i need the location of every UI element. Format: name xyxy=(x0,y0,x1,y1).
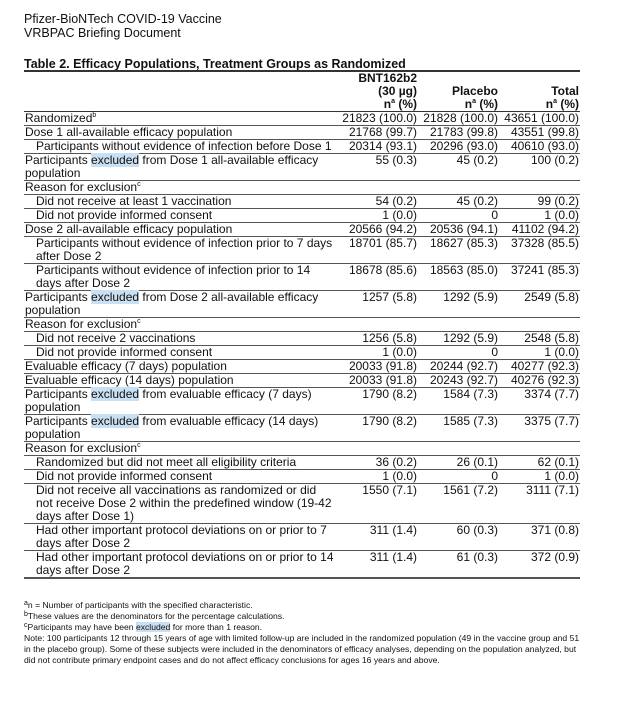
highlighted-word: excluded xyxy=(135,622,171,632)
row-label-text: Did not provide informed consent xyxy=(36,345,213,359)
footnote-marker: c xyxy=(24,622,28,629)
row-value: 45 (0.2) xyxy=(418,154,499,181)
row-label-text: Dose 2 all-available efficacy population xyxy=(25,222,233,236)
row-label-text: Did not provide informed consent xyxy=(36,208,213,222)
row-value: 1584 (7.3) xyxy=(418,388,499,415)
table-row xyxy=(24,154,580,181)
row-value: 36 (0.2) xyxy=(337,456,418,470)
row-value: 1292 (5.9) xyxy=(418,332,499,346)
footnote-marker: a xyxy=(553,98,557,105)
column-header-n: n xyxy=(383,97,392,111)
row-value: 21823 (100.0) xyxy=(337,112,418,126)
row-value: 18701 (85.7) xyxy=(337,237,418,264)
row-value: 21828 (100.0) xyxy=(418,112,499,126)
row-label xyxy=(24,442,337,456)
row-label xyxy=(24,264,337,291)
row-label xyxy=(24,484,337,524)
footnote-text: These values are the denominators for the percentage calculations. xyxy=(27,611,285,621)
row-value: 1 (0.0) xyxy=(337,470,418,484)
table-row xyxy=(24,360,580,374)
document-header xyxy=(24,12,222,40)
row-value: 1790 (8.2) xyxy=(337,388,418,415)
row-value: 3111 (7.1) xyxy=(499,484,580,524)
column-header-line: Total xyxy=(551,84,579,98)
row-label xyxy=(24,140,337,154)
row-value: 372 (0.9) xyxy=(499,551,580,579)
row-label-text: from Dose 2 all-available efficacy population xyxy=(25,290,319,317)
row-value: 1292 (5.9) xyxy=(418,291,499,318)
row-value: 62 (0.1) xyxy=(499,456,580,470)
row-value: 20033 (91.8) xyxy=(337,374,418,388)
row-value: 0 xyxy=(418,470,499,484)
row-label-text: Reason for exclusion xyxy=(25,441,138,455)
row-value: 18678 (85.6) xyxy=(337,264,418,291)
row-value: 311 (1.4) xyxy=(337,551,418,579)
row-value: 37328 (85.5) xyxy=(499,237,580,264)
row-label xyxy=(24,237,337,264)
row-label-text: Participants xyxy=(25,387,92,401)
footnote-marker: c xyxy=(137,318,141,325)
row-value: 43551 (99.8) xyxy=(499,126,580,140)
row-value: 20244 (92.7) xyxy=(418,360,499,374)
row-value: 18627 (85.3) xyxy=(418,237,499,264)
row-value: 1 (0.0) xyxy=(337,209,418,223)
table-row xyxy=(24,318,580,332)
header-line-1: Pfizer-BioNTech COVID-19 Vaccine xyxy=(24,12,222,26)
row-label-text: Participants xyxy=(25,290,92,304)
footnote-marker: a xyxy=(24,600,28,607)
row-label xyxy=(24,470,337,484)
table-row xyxy=(24,484,580,524)
row-label-text: Evaluable efficacy (7 days) population xyxy=(25,359,227,373)
row-value: 40276 (92.3) xyxy=(499,374,580,388)
footnotes xyxy=(24,600,584,666)
column-header-n: n xyxy=(464,97,473,111)
row-label-text: Had other important protocol deviations on or prior to 7 days after Dose 2 xyxy=(36,523,327,550)
row-label xyxy=(24,456,337,470)
table-row xyxy=(24,524,580,551)
row-value: 1550 (7.1) xyxy=(337,484,418,524)
column-header xyxy=(337,71,418,112)
row-label xyxy=(24,195,337,209)
label-column-header xyxy=(24,71,337,112)
table-row xyxy=(24,415,580,442)
row-value: 40610 (93.0) xyxy=(499,140,580,154)
row-label xyxy=(24,291,337,318)
table-row xyxy=(24,126,580,140)
row-value: 20296 (93.0) xyxy=(418,140,499,154)
row-value: 311 (1.4) xyxy=(337,524,418,551)
row-value: 21768 (99.7) xyxy=(337,126,418,140)
row-value: 45 (0.2) xyxy=(418,195,499,209)
row-value: 20566 (94.2) xyxy=(337,223,418,237)
table-row xyxy=(24,470,580,484)
row-label xyxy=(24,360,337,374)
row-value xyxy=(418,181,499,195)
row-value: 2549 (5.8) xyxy=(499,291,580,318)
row-label-text: Evaluable efficacy (14 days) population xyxy=(25,373,234,387)
row-label-text: Participants without evidence of infection prior to 7 days after Dose 2 xyxy=(36,236,333,263)
column-header-line: (30 µg) xyxy=(378,84,417,98)
row-label-text: Reason for exclusion xyxy=(25,180,138,194)
row-label-text: Randomized but did not meet all eligibility criteria xyxy=(36,455,297,469)
row-value: 21783 (99.8) xyxy=(418,126,499,140)
highlighted-word: excluded xyxy=(91,387,140,401)
footnote-text: Participants may have been xyxy=(27,622,136,632)
row-value: 1256 (5.8) xyxy=(337,332,418,346)
column-header xyxy=(418,71,499,112)
row-label-text: Participants without evidence of infection prior to 14 days after Dose 2 xyxy=(36,263,311,290)
row-value: 37241 (85.3) xyxy=(499,264,580,291)
footnote xyxy=(24,611,584,622)
row-label xyxy=(24,318,337,332)
row-value: 40277 (92.3) xyxy=(499,360,580,374)
row-label-text: Participants xyxy=(25,153,92,167)
row-value xyxy=(499,318,580,332)
row-label xyxy=(24,374,337,388)
row-value: 1 (0.0) xyxy=(499,346,580,360)
row-value: 41102 (94.2) xyxy=(499,223,580,237)
column-header xyxy=(499,71,580,112)
column-header-unit xyxy=(419,98,498,111)
row-label-text: Dose 1 all-available efficacy population xyxy=(25,125,233,139)
row-value xyxy=(337,442,418,456)
footnote-marker: a xyxy=(472,98,476,105)
row-value: 1585 (7.3) xyxy=(418,415,499,442)
column-header-line: BNT162b2 xyxy=(358,71,417,85)
row-label-text: Did not receive 2 vaccinations xyxy=(36,331,196,345)
row-value: 3374 (7.7) xyxy=(499,388,580,415)
row-value: 1790 (8.2) xyxy=(337,415,418,442)
row-label-text: Reason for exclusion xyxy=(25,317,138,331)
row-label xyxy=(24,112,337,126)
row-value: 1561 (7.2) xyxy=(418,484,499,524)
table-title: Table 2. Efficacy Populations, Treatment Groups as Randomized xyxy=(24,57,406,71)
row-value: 1 (0.0) xyxy=(499,209,580,223)
row-value: 20033 (91.8) xyxy=(337,360,418,374)
row-label xyxy=(24,551,337,579)
table-row xyxy=(24,195,580,209)
table-row xyxy=(24,237,580,264)
row-label-text: from evaluable efficacy (7 days) population xyxy=(25,387,312,414)
table-row xyxy=(24,346,580,360)
table-header xyxy=(24,71,580,112)
row-value: 371 (0.8) xyxy=(499,524,580,551)
row-value: 0 xyxy=(418,346,499,360)
table-row xyxy=(24,264,580,291)
row-label-text: Did not provide informed consent xyxy=(36,469,213,483)
row-value: 99 (0.2) xyxy=(499,195,580,209)
column-header-pct: (%) xyxy=(557,97,579,111)
row-value: 18563 (85.0) xyxy=(418,264,499,291)
column-header-n: n xyxy=(545,97,554,111)
row-value: 0 xyxy=(418,209,499,223)
footnote-marker: b xyxy=(92,112,97,119)
row-label-text: from evaluable efficacy (14 days) population xyxy=(25,414,319,441)
row-label-text: Had other important protocol deviations on or prior to 14 days after Dose 2 xyxy=(36,550,334,577)
row-label xyxy=(24,346,337,360)
row-value xyxy=(418,442,499,456)
row-label xyxy=(24,209,337,223)
table-row xyxy=(24,112,580,126)
row-value: 55 (0.3) xyxy=(337,154,418,181)
highlighted-word: excluded xyxy=(91,414,140,428)
row-value: 1 (0.0) xyxy=(337,346,418,360)
table-body xyxy=(24,112,580,579)
table-row xyxy=(24,291,580,318)
row-value: 20243 (92.7) xyxy=(418,374,499,388)
row-label xyxy=(24,154,337,181)
table-row xyxy=(24,442,580,456)
row-value xyxy=(337,318,418,332)
row-label-text: Participants without evidence of infection before Dose 1 xyxy=(36,139,332,153)
table-row xyxy=(24,223,580,237)
header-row xyxy=(24,71,580,112)
row-value: 20536 (94.1) xyxy=(418,223,499,237)
row-label-text: from Dose 1 all-available efficacy population xyxy=(25,153,319,180)
footnote-text: for more than 1 reason. xyxy=(170,622,263,632)
footnote-marker: c xyxy=(137,181,141,188)
row-value xyxy=(499,442,580,456)
footnote-marker: a xyxy=(391,98,395,105)
row-value: 43651 (100.0) xyxy=(499,112,580,126)
footnote xyxy=(24,633,584,666)
header-line-2: VRBPAC Briefing Document xyxy=(24,26,181,40)
footnote-marker: b xyxy=(24,611,28,618)
table-row xyxy=(24,209,580,223)
column-header-unit xyxy=(338,98,417,111)
row-value xyxy=(337,181,418,195)
column-header-line: Placebo xyxy=(451,84,498,98)
row-value: 60 (0.3) xyxy=(418,524,499,551)
row-label xyxy=(24,181,337,195)
row-value: 54 (0.2) xyxy=(337,195,418,209)
row-label-text: Did not receive all vaccinations as randomized or did not receive Dose 2 within the predefined window (19-42 days after Dose 1) xyxy=(36,483,332,523)
row-label xyxy=(24,223,337,237)
column-header-unit xyxy=(500,98,579,111)
column-header-pct: (%) xyxy=(476,97,498,111)
row-label xyxy=(24,126,337,140)
table-row xyxy=(24,140,580,154)
footnote xyxy=(24,600,584,611)
row-value: 61 (0.3) xyxy=(418,551,499,579)
row-value: 26 (0.1) xyxy=(418,456,499,470)
row-label-text: Did not receive at least 1 vaccination xyxy=(36,194,232,208)
highlighted-word: excluded xyxy=(91,290,140,304)
footnote-text: n = Number of participants with the specified characteristic. xyxy=(27,600,253,610)
column-header-pct: (%) xyxy=(395,97,417,111)
table-row xyxy=(24,388,580,415)
row-value: 2548 (5.8) xyxy=(499,332,580,346)
table-row xyxy=(24,181,580,195)
row-value: 1257 (5.8) xyxy=(337,291,418,318)
table-row xyxy=(24,456,580,470)
table-row xyxy=(24,332,580,346)
highlighted-word: excluded xyxy=(91,153,140,167)
row-label xyxy=(24,332,337,346)
row-label-text: Participants xyxy=(25,414,92,428)
footnote xyxy=(24,622,584,633)
row-value: 20314 (93.1) xyxy=(337,140,418,154)
footnote-text: Note: 100 participants 12 through 15 years of age with limited follow-up are included in the randomized population (49 in the vaccine group and 51 in the placebo group). Some of these subjects were included in the denominators of efficacy analyses, depending on the population analyzed, but did not contribute primary endpoint cases and do not affect efficacy conclusions for ages 16 years and above. xyxy=(24,633,580,665)
footnote-marker: c xyxy=(137,442,141,449)
row-value xyxy=(499,181,580,195)
row-value: 1 (0.0) xyxy=(499,470,580,484)
table-row xyxy=(24,374,580,388)
row-label xyxy=(24,524,337,551)
efficacy-populations-table xyxy=(24,70,580,579)
row-label-text: Randomized xyxy=(25,111,93,125)
row-value: 100 (0.2) xyxy=(499,154,580,181)
row-value: 3375 (7.7) xyxy=(499,415,580,442)
row-value xyxy=(418,318,499,332)
row-label xyxy=(24,415,337,442)
row-label xyxy=(24,388,337,415)
table-row xyxy=(24,551,580,579)
